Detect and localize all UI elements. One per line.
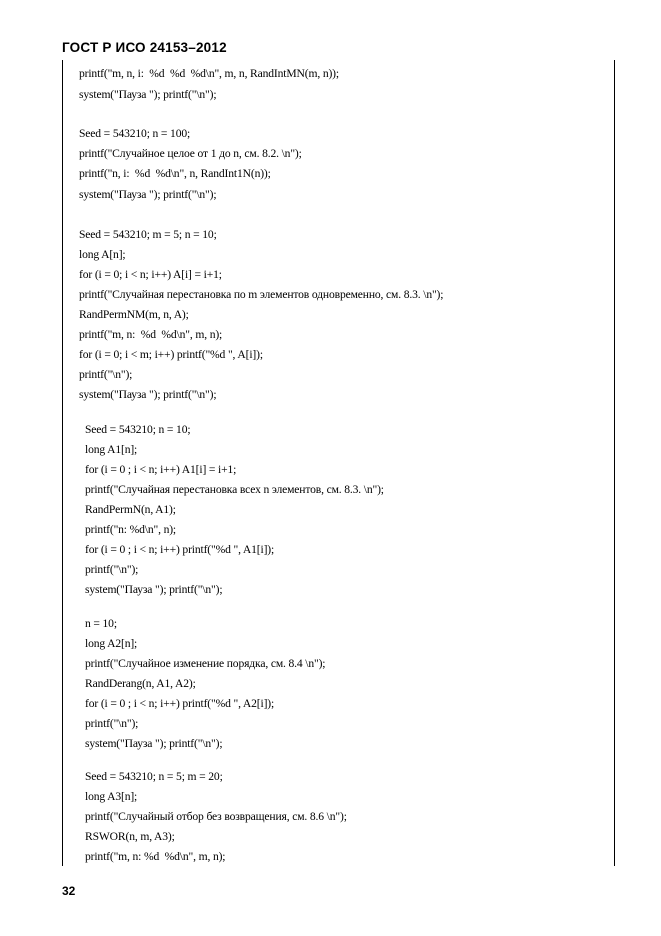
code-line: n = 10; xyxy=(85,617,117,630)
code-line: printf("\n"); xyxy=(79,368,133,381)
code-line: RandDerang(n, A1, A2); xyxy=(85,677,196,690)
code-line: Seed = 543210; n = 100; xyxy=(79,127,191,140)
code-line: system("Пауза "); printf("\n"); xyxy=(79,88,217,101)
code-line: Seed = 543210; m = 5; n = 10; xyxy=(79,228,217,241)
code-line: long A2[n]; xyxy=(85,637,138,650)
code-line: system("Пауза "); printf("\n"); xyxy=(85,737,223,750)
code-line: system("Пауза "); printf("\n"); xyxy=(79,188,217,201)
code-frame-left-border xyxy=(62,60,63,866)
code-line: printf("Случайное целое от 1 до n, см. 8.2. \n"); xyxy=(79,147,302,160)
code-line: system("Пауза "); printf("\n"); xyxy=(85,583,223,596)
code-line: long A[n]; xyxy=(79,248,126,261)
code-line: printf("Случайное изменение порядка, см. 8.4 \n"); xyxy=(85,657,326,670)
code-line: printf("Случайная перестановка по m элементов одновременно, см. 8.3. \n"); xyxy=(79,288,444,301)
code-line: printf("Случайная перестановка всех n элементов, см. 8.3. \n"); xyxy=(85,483,384,496)
code-line: printf("m, n: %d %d\n", m, n); xyxy=(85,850,226,863)
code-line: printf("n, i: %d %d\n", n, RandInt1N(n)); xyxy=(79,167,271,180)
code-line: for (i = 0; i < m; i++) printf("%d ", A[i]); xyxy=(79,348,263,361)
code-frame-right-border xyxy=(614,60,615,866)
code-line: RandPermNM(m, n, A); xyxy=(79,308,189,321)
code-line: long A1[n]; xyxy=(85,443,138,456)
code-line: for (i = 0 ; i < n; i++) printf("%d ", A1[i]); xyxy=(85,543,275,556)
code-line: printf("Случайный отбор без возвращения, см. 8.6 \n"); xyxy=(85,810,347,823)
document-header: ГОСТ Р ИСО 24153–2012 xyxy=(62,40,227,55)
code-line: Seed = 543210; n = 10; xyxy=(85,423,191,436)
code-line: printf("\n"); xyxy=(85,563,139,576)
code-line: printf("n: %d\n", n); xyxy=(85,523,176,536)
code-line: for (i = 0; i < n; i++) A[i] = i+1; xyxy=(79,268,222,281)
code-line: printf("m, n, i: %d %d %d\n", m, n, RandIntMN(m, n)); xyxy=(79,67,339,80)
code-line: printf("\n"); xyxy=(85,717,139,730)
code-line: for (i = 0 ; i < n; i++) printf("%d ", A2[i]); xyxy=(85,697,275,710)
code-line: printf("m, n: %d %d\n", m, n); xyxy=(79,328,223,341)
code-line: for (i = 0 ; i < n; i++) A1[i] = i+1; xyxy=(85,463,237,476)
code-line: long A3[n]; xyxy=(85,790,138,803)
code-line: RSWOR(n, m, A3); xyxy=(85,830,175,843)
code-line: Seed = 543210; n = 5; m = 20; xyxy=(85,770,223,783)
code-line: RandPermN(n, A1); xyxy=(85,503,176,516)
code-line: system("Пауза "); printf("\n"); xyxy=(79,388,217,401)
page-number: 32 xyxy=(62,884,76,898)
